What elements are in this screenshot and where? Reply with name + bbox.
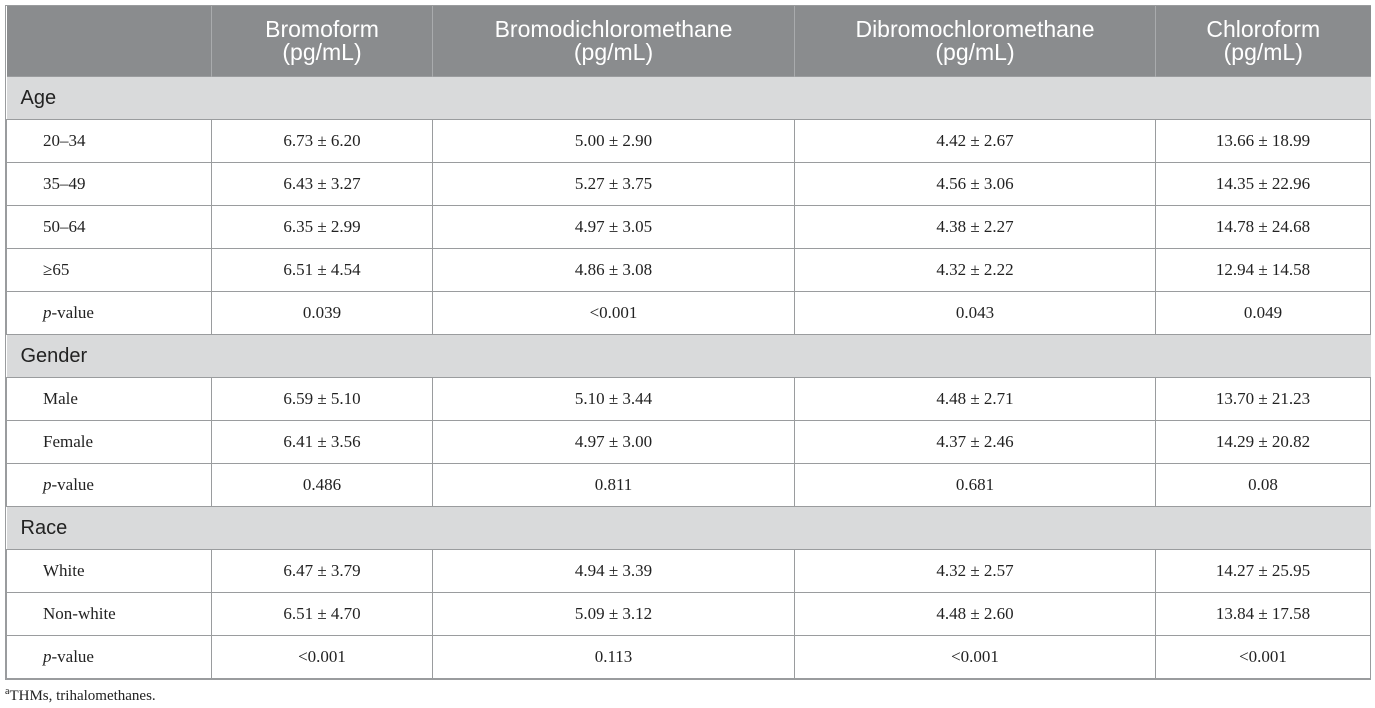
cell: 4.56 ± 3.06 — [795, 163, 1156, 206]
p-italic: p — [43, 303, 52, 322]
cell: 6.35 ± 2.99 — [212, 206, 433, 249]
row-label — [7, 464, 212, 507]
p-suffix: -value — [51, 303, 94, 322]
table-row — [7, 550, 1371, 593]
cell: 4.48 ± 2.60 — [795, 593, 1156, 636]
cell: 13.70 ± 21.23 — [1156, 378, 1371, 421]
header-name: Dibromochloromethane — [855, 16, 1095, 42]
cell: <0.001 — [212, 636, 433, 679]
cell: 6.43 ± 3.27 — [212, 163, 433, 206]
header-unit: (pg/mL) — [282, 39, 362, 65]
header-dibromochloromethane — [795, 6, 1156, 77]
table-row — [7, 421, 1371, 464]
thm-table — [6, 6, 1371, 679]
cell: 4.32 ± 2.57 — [795, 550, 1156, 593]
cell: 6.73 ± 6.20 — [212, 120, 433, 163]
row-label: Non-white — [7, 593, 212, 636]
row-label: ≥65 — [7, 249, 212, 292]
cell: <0.001 — [433, 292, 795, 335]
p-italic: p — [43, 475, 52, 494]
cell: 5.27 ± 3.75 — [433, 163, 795, 206]
p-italic: p — [43, 647, 52, 666]
cell: 6.41 ± 3.56 — [212, 421, 433, 464]
cell: 5.10 ± 3.44 — [433, 378, 795, 421]
cell: 4.42 ± 2.67 — [795, 120, 1156, 163]
table-row — [7, 378, 1371, 421]
cell: 0.08 — [1156, 464, 1371, 507]
header-unit: (pg/mL) — [573, 39, 654, 65]
cell: 12.94 ± 14.58 — [1156, 249, 1371, 292]
table-row — [7, 120, 1371, 163]
p-suffix: -value — [51, 475, 94, 494]
header-unit: (pg/mL) — [935, 39, 1015, 65]
cell: 4.94 ± 3.39 — [433, 550, 795, 593]
cell: 14.35 ± 22.96 — [1156, 163, 1371, 206]
cell: 6.51 ± 4.54 — [212, 249, 433, 292]
footnote-text: THMs, trihalomethanes. — [9, 688, 156, 704]
header-name: Chloroform — [1206, 16, 1321, 42]
section-row-age — [7, 77, 1371, 120]
section-title: Race — [7, 507, 1371, 550]
header-bromodichloromethane — [433, 6, 795, 77]
cell: 4.37 ± 2.46 — [795, 421, 1156, 464]
header-name: Bromodichloromethane — [494, 16, 733, 42]
cell: 4.32 ± 2.22 — [795, 249, 1156, 292]
header-name: Bromoform — [265, 16, 379, 42]
table-row-pvalue — [7, 464, 1371, 507]
cell: 6.47 ± 3.79 — [212, 550, 433, 593]
header-row — [7, 6, 1371, 77]
section-row-race — [7, 507, 1371, 550]
row-label: 50–64 — [7, 206, 212, 249]
cell: 14.29 ± 20.82 — [1156, 421, 1371, 464]
cell: 0.811 — [433, 464, 795, 507]
row-label — [7, 636, 212, 679]
cell: 6.51 ± 4.70 — [212, 593, 433, 636]
cell: 4.48 ± 2.71 — [795, 378, 1156, 421]
row-label: White — [7, 550, 212, 593]
table-row — [7, 249, 1371, 292]
table-footnote — [5, 686, 156, 705]
row-label — [7, 292, 212, 335]
header-bromoform — [212, 6, 433, 77]
section-row-gender — [7, 335, 1371, 378]
cell: <0.001 — [795, 636, 1156, 679]
section-title: Gender — [7, 335, 1371, 378]
footnote-marker: a — [5, 686, 10, 697]
cell: 0.113 — [433, 636, 795, 679]
table-row — [7, 163, 1371, 206]
cell: 14.78 ± 24.68 — [1156, 206, 1371, 249]
cell: 0.486 — [212, 464, 433, 507]
cell: 0.039 — [212, 292, 433, 335]
row-label: Female — [7, 421, 212, 464]
cell: 4.38 ± 2.27 — [795, 206, 1156, 249]
table-row-pvalue — [7, 292, 1371, 335]
header-unit: (pg/mL) — [1223, 39, 1303, 65]
table-row — [7, 593, 1371, 636]
header-empty — [7, 6, 212, 77]
cell: 4.97 ± 3.00 — [433, 421, 795, 464]
cell: 4.86 ± 3.08 — [433, 249, 795, 292]
cell: 13.84 ± 17.58 — [1156, 593, 1371, 636]
header-chloroform — [1156, 6, 1371, 77]
p-suffix: -value — [51, 647, 94, 666]
cell: 0.681 — [795, 464, 1156, 507]
cell: 0.043 — [795, 292, 1156, 335]
table-row-pvalue — [7, 636, 1371, 679]
cell: 4.97 ± 3.05 — [433, 206, 795, 249]
cell: <0.001 — [1156, 636, 1371, 679]
section-title: Age — [7, 77, 1371, 120]
cell: 5.09 ± 3.12 — [433, 593, 795, 636]
cell: 6.59 ± 5.10 — [212, 378, 433, 421]
row-label: Male — [7, 378, 212, 421]
row-label: 20–34 — [7, 120, 212, 163]
cell: 13.66 ± 18.99 — [1156, 120, 1371, 163]
cell: 5.00 ± 2.90 — [433, 120, 795, 163]
row-label: 35–49 — [7, 163, 212, 206]
table-row — [7, 206, 1371, 249]
cell: 14.27 ± 25.95 — [1156, 550, 1371, 593]
cell: 0.049 — [1156, 292, 1371, 335]
data-table-container — [5, 5, 1371, 680]
